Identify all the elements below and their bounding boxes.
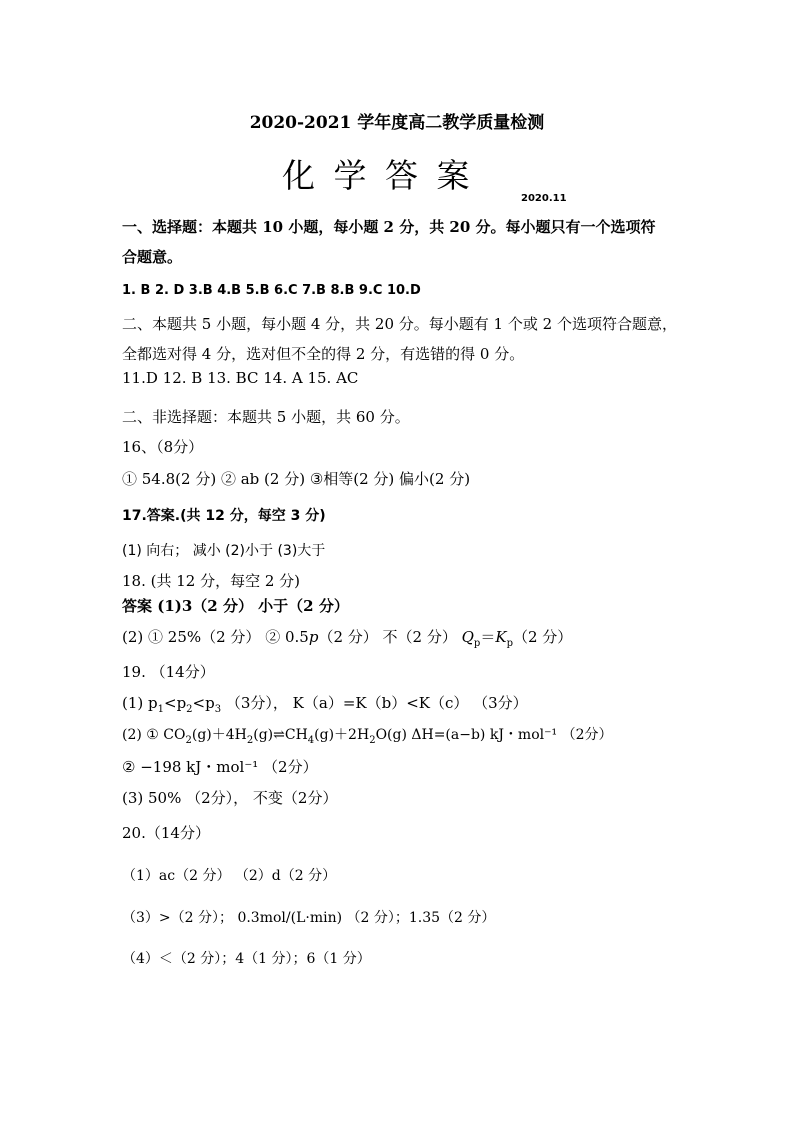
q19-line1-sub2: 2	[186, 704, 193, 715]
q16-title: 16、（8分）	[122, 438, 204, 456]
q20-line1: （1）ac（2 分） （2）d（2 分）	[122, 868, 337, 884]
q18-line2-prefix: (2) ① 25%（2 分） ② 0.5	[122, 628, 309, 646]
section1-answers: 1. B 2. D 3.B 4.B 5.B 6.C 7.B 8.B 9.C 10.D	[122, 283, 421, 298]
q19-line1-b: <p	[164, 694, 187, 712]
q19-line1	[122, 692, 528, 715]
q20-title: 20.（14分）	[122, 824, 210, 842]
q17-answers: (1) 向右； 减小 (2)小于 (3)大于	[122, 543, 326, 559]
section2-heading-line1: 二、本题共 5 小题，每小题 4 分，共 20 分。每小题有 1 个或 2 个选项符合题意，	[122, 315, 677, 333]
q18-pressure-symbol: p	[308, 628, 319, 646]
q19-line1-a: (1) p	[122, 694, 158, 712]
q19-line2-sub3: 4	[307, 734, 315, 746]
exam-date: 2020.11	[521, 193, 567, 204]
q19-line2-b: (g)＋4H	[191, 727, 247, 743]
section1-heading-line2: 合题意。	[122, 248, 183, 266]
section1-heading-line1: 一、选择题：本题共 10 小题，每小题 2 分，共 20 分。每小题只有一个选项符	[122, 218, 656, 236]
q17-title: 17.答案.(共 12 分，每空 3 分)	[122, 508, 326, 524]
q18-Q-subscript: p	[473, 638, 481, 649]
q18-line2-suffix: （2 分）	[512, 628, 573, 646]
q19-title: 19. （14分）	[122, 663, 215, 681]
q18-line1: 答案 (1)3（2 分） 小于（2 分）	[122, 597, 349, 615]
school-year-title: 2020-2021 学年度高二教学质量检测	[249, 113, 545, 133]
q19-line2-e: O(g) ΔH=(a−b) kJ・mol⁻¹ （2分）	[375, 727, 613, 743]
q19-line1-d: （3分）， K（a）=K（b）<K（c） （3分）	[221, 694, 528, 712]
q20-line2: （3）>（2 分）； 0.3mol/(L·min) （2 分）；1.35（2 分）	[122, 910, 496, 926]
section3-heading: 二、非选择题：本题共 5 小题，共 60 分。	[122, 408, 410, 426]
q16-answers: ① 54.8(2 分) ② ab (2 分) ③相等(2 分) 偏小(2 分)	[122, 470, 471, 488]
q19-line1-sub3: 3	[214, 704, 222, 715]
q19-line2-sub2: 2	[246, 734, 254, 746]
q19-line2-a: (2) ① CO	[122, 727, 186, 743]
q18-K-subscript: p	[506, 638, 513, 649]
q19-line1-sub1: 1	[157, 704, 164, 715]
q19-line3: ② −198 kJ・mol⁻¹ （2分）	[122, 758, 318, 776]
q19-line2	[122, 724, 612, 746]
subject-title: 化 学 答 案	[282, 156, 474, 195]
q19-line1-c: <p	[192, 694, 215, 712]
q19-line4: (3) 50% （2分）， 不变（2分）	[122, 789, 338, 807]
q18-equals: ＝	[480, 628, 496, 646]
q20-line3: （4）＜（2 分）；4（1 分）；6（1 分）	[122, 951, 371, 967]
q19-line2-c: (g)⇌CH	[253, 727, 308, 743]
section2-answers: 11.D 12. B 13. BC 14. A 15. AC	[122, 369, 359, 387]
q18-line2-mid: （2 分） 不（2 分）	[318, 628, 462, 646]
q18-title: 18. (共 12 分，每空 2 分)	[122, 572, 301, 590]
q18-Q-symbol: Q	[461, 628, 474, 646]
q19-line2-sub4: 2	[369, 734, 376, 746]
q19-line2-sub1: 2	[185, 734, 192, 746]
q18-line2	[122, 626, 572, 649]
section2-heading-line2: 全都选对得 4 分，选对但不全的得 2 分，有选错的得 0 分。	[122, 345, 525, 363]
q19-line2-d: (g)＋2H	[314, 727, 370, 743]
q18-K-symbol: K	[495, 628, 507, 646]
